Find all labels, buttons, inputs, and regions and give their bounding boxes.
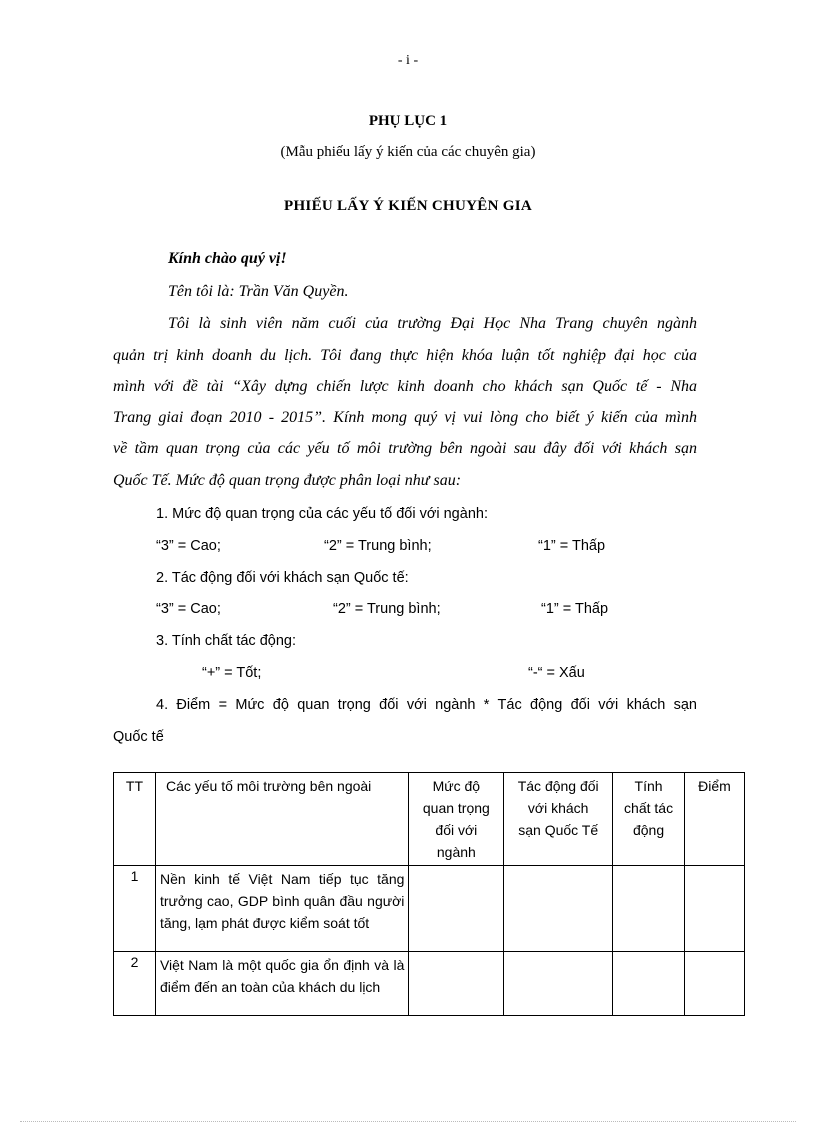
- header-nature: [613, 773, 685, 866]
- criterion-3-bad: “-“ = Xấu: [528, 665, 585, 681]
- table-header-row: [114, 773, 745, 866]
- appendix-title: PHỤ LỤC 1: [368, 113, 448, 129]
- header-importance-line: Mức độ: [432, 778, 481, 794]
- criterion-1-title: 1. Mức độ quan trọng của các yếu tố đối với ngành:: [156, 506, 488, 522]
- intro-line-1: Tôi là sinh viên năm cuối của trường Đại Học Nha Trang chuyên ngành: [168, 315, 697, 332]
- criterion-4-line-2: Quốc tế: [113, 729, 164, 745]
- table-row: [114, 952, 745, 1016]
- row-tt: 2: [114, 952, 156, 1016]
- appendix-subtitle: (Mẫu phiếu lấy ý kiến của các chuyên gia): [280, 144, 536, 160]
- header-impact-line: với khách: [527, 800, 589, 816]
- table-row: [114, 866, 745, 952]
- row-nature-cell[interactable]: [613, 952, 685, 1016]
- intro-line-5: về tầm quan trọng của các yếu tố môi trường bên ngoài sau đây đối với khách sạn: [113, 440, 697, 457]
- page-number: - i -: [397, 53, 419, 68]
- form-title: PHIẾU LẤY Ý KIẾN CHUYÊN GIA: [284, 198, 532, 214]
- criterion-2-high: “3” = Cao;: [156, 601, 221, 617]
- header-tt: TT: [114, 773, 156, 866]
- header-impact-line: sạn Quốc Tế: [518, 822, 599, 838]
- criterion-2-mid: “2” = Trung bình;: [333, 601, 441, 617]
- greeting: Kính chào quý vị!: [168, 250, 287, 267]
- header-factor: Các yếu tố môi trường bên ngoài: [155, 773, 408, 866]
- header-nature-line: chất tác: [624, 800, 674, 816]
- criterion-3-good: “+” = Tốt;: [202, 665, 262, 681]
- criterion-1-low: “1” = Thấp: [538, 538, 606, 554]
- criterion-4-line-1: 4. Điểm = Mức độ quan trọng đối với ngành * Tác động đối với khách sạn: [156, 697, 697, 713]
- header-importance-line: quan trọng: [422, 800, 490, 816]
- criterion-1-high: “3” = Cao;: [156, 538, 221, 554]
- header-score: Điểm: [685, 773, 745, 866]
- intro-line-3: mình với đề tài “Xây dựng chiến lược kinh doanh cho khách sạn Quốc tế - Nha: [113, 378, 697, 395]
- row-impact-cell[interactable]: [504, 866, 613, 952]
- row-tt: 1: [114, 866, 156, 952]
- header-impact: [504, 773, 613, 866]
- intro-line-2: quản trị kinh doanh du lịch. Tôi đang thực hiện khóa luận tốt nghiệp đại học của: [113, 347, 697, 364]
- criterion-2-title: 2. Tác động đối với khách sạn Quốc tế:: [156, 570, 409, 586]
- header-nature-line: động: [632, 822, 665, 838]
- row-score-cell[interactable]: [685, 952, 745, 1016]
- row-nature-cell[interactable]: [613, 866, 685, 952]
- header-impact-line: Tác động đối: [517, 778, 599, 794]
- criterion-3-title: 3. Tính chất tác động:: [156, 633, 296, 649]
- survey-table: [113, 772, 745, 1016]
- page-bottom-divider: [20, 1121, 796, 1122]
- author-line: Tên tôi là: Trần Văn Quyền.: [168, 283, 349, 300]
- header-nature-line: Tính: [634, 778, 663, 794]
- intro-line-6: Quốc Tế. Mức độ quan trọng được phân loại như sau:: [113, 472, 462, 489]
- header-importance-line: đối với: [435, 822, 478, 838]
- row-factor: Nền kinh tế Việt Nam tiếp tục tăng trưởng cao, GDP bình quân đầu người tăng, lạm phát được kiểm soát tốt: [155, 866, 408, 952]
- row-importance-cell[interactable]: [409, 866, 504, 952]
- row-impact-cell[interactable]: [504, 952, 613, 1016]
- intro-line-4: Trang giai đoạn 2010 - 2015”. Kính mong quý vị vui lòng cho biết ý kiến của mình: [113, 409, 697, 426]
- criterion-2-low: “1” = Thấp: [541, 601, 609, 617]
- header-importance-line: ngành: [436, 844, 476, 860]
- row-importance-cell[interactable]: [409, 952, 504, 1016]
- header-importance: [409, 773, 504, 866]
- row-score-cell[interactable]: [685, 866, 745, 952]
- row-factor: Việt Nam là một quốc gia ổn định và là điểm đến an toàn của khách du lịch: [155, 952, 408, 1016]
- criterion-1-mid: “2” = Trung bình;: [324, 538, 432, 554]
